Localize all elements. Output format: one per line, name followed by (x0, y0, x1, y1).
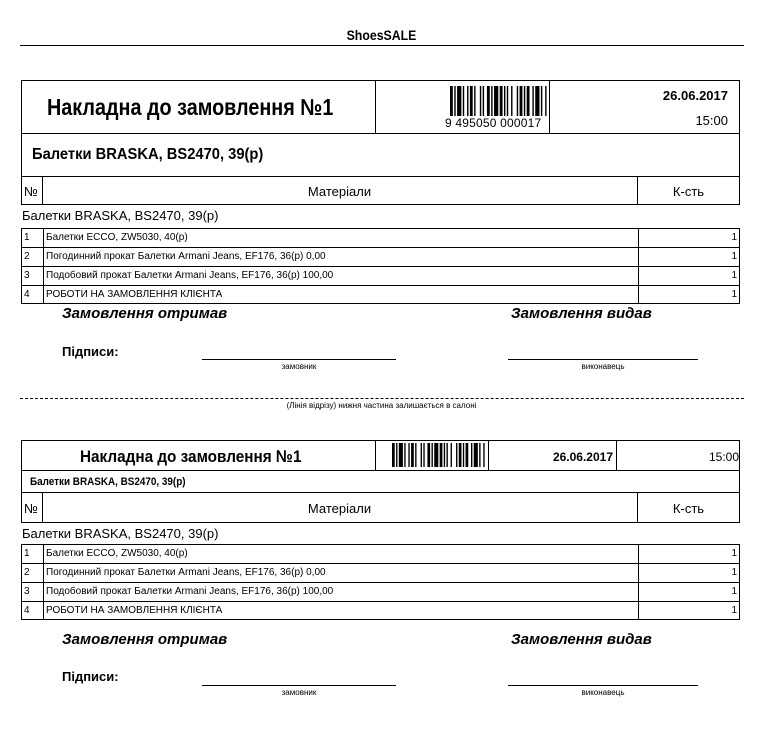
row-number: 3 (24, 586, 30, 597)
invoice-time: 15:00 (708, 450, 739, 464)
column-header-materials: Матеріали (307, 184, 372, 199)
invoice-title: Накладна до замовлення №1 (47, 94, 334, 120)
column-header-num: № (24, 184, 38, 199)
column-header-materials: Матеріали (307, 501, 372, 516)
row-material: Погодинний прокат Балетки Armani Jeans, EF176, 36(р) 0,00 (46, 567, 326, 578)
row-number: 1 (24, 548, 30, 559)
invoice-title: Накладна до замовлення №1 (80, 447, 302, 466)
row-number: 1 (24, 232, 30, 243)
column-header-qty: К-сть (672, 501, 705, 516)
barcode-digits: 9 495050 000017 (445, 116, 542, 130)
customer-signature-line (202, 359, 396, 360)
table-row (21, 544, 740, 563)
received-label: Замовлення отримав (62, 305, 228, 322)
cut-line (20, 398, 744, 399)
row-number: 2 (24, 251, 30, 262)
row-material: Балетки ECCO, ZW5030, 40(р) (46, 548, 188, 559)
barcode (450, 86, 548, 116)
row-number: 3 (24, 270, 30, 281)
table-row (21, 247, 740, 266)
customer-signature-line (202, 685, 396, 686)
executor-label: виконавець (581, 688, 625, 697)
company-name: ShoesSALE (346, 27, 417, 43)
table-row (21, 601, 740, 620)
product-title: Балетки BRASKA, BS2470, 39(р) (32, 146, 264, 163)
row-qty: 1 (731, 586, 737, 597)
customer-label: замовник (281, 362, 317, 371)
row-material: Погодинний прокат Балетки Armani Jeans, EF176, 36(р) 0,00 (46, 251, 326, 262)
row-number: 2 (24, 567, 30, 578)
column-header-num: № (24, 501, 38, 516)
row-qty: 1 (731, 251, 737, 262)
row-qty: 1 (731, 270, 737, 281)
row-qty: 1 (731, 232, 737, 243)
group-label: Балетки BRASKA, BS2470, 39(р) (22, 526, 219, 541)
issued-label: Замовлення видав (511, 631, 652, 648)
cut-line-note: (Лінія відрізу) нижня частина залишається в салоні (286, 401, 477, 410)
row-number: 4 (24, 605, 30, 616)
row-material: Балетки ECCO, ZW5030, 40(р) (46, 232, 188, 243)
row-number: 4 (24, 289, 30, 300)
row-qty: 1 (731, 605, 737, 616)
row-material: Подобовий прокат Балетки Armani Jeans, EF176, 36(р) 100,00 (46, 270, 334, 281)
row-material: РОБОТИ НА ЗАМОВЛЕННЯ КЛІЄНТА (46, 605, 223, 616)
signatures-label: Підписи: (62, 669, 119, 684)
row-qty: 1 (731, 289, 737, 300)
barcode (392, 443, 486, 467)
table-row (21, 228, 740, 247)
row-qty: 1 (731, 567, 737, 578)
executor-signature-line (508, 685, 698, 686)
invoice-date: 26.06.2017 (552, 450, 613, 464)
product-title: Балетки BRASKA, BS2470, 39(р) (30, 476, 186, 488)
customer-label: замовник (281, 688, 317, 697)
table-row (21, 266, 740, 285)
row-qty: 1 (731, 548, 737, 559)
signatures-label: Підписи: (62, 344, 119, 359)
invoice-date: 26.06.2017 (662, 88, 728, 103)
executor-signature-line (508, 359, 698, 360)
group-label: Балетки BRASKA, BS2470, 39(р) (22, 208, 219, 223)
invoice-time: 15:00 (695, 113, 728, 128)
header-divider (20, 45, 744, 46)
table-row (21, 563, 740, 582)
issued-label: Замовлення видав (511, 305, 652, 322)
executor-label: виконавець (581, 362, 625, 371)
table-row (21, 285, 740, 304)
row-material: РОБОТИ НА ЗАМОВЛЕННЯ КЛІЄНТА (46, 289, 223, 300)
received-label: Замовлення отримав (62, 631, 228, 648)
row-material: Подобовий прокат Балетки Armani Jeans, EF176, 36(р) 100,00 (46, 586, 334, 597)
column-header-qty: К-сть (672, 184, 705, 199)
table-row (21, 582, 740, 601)
